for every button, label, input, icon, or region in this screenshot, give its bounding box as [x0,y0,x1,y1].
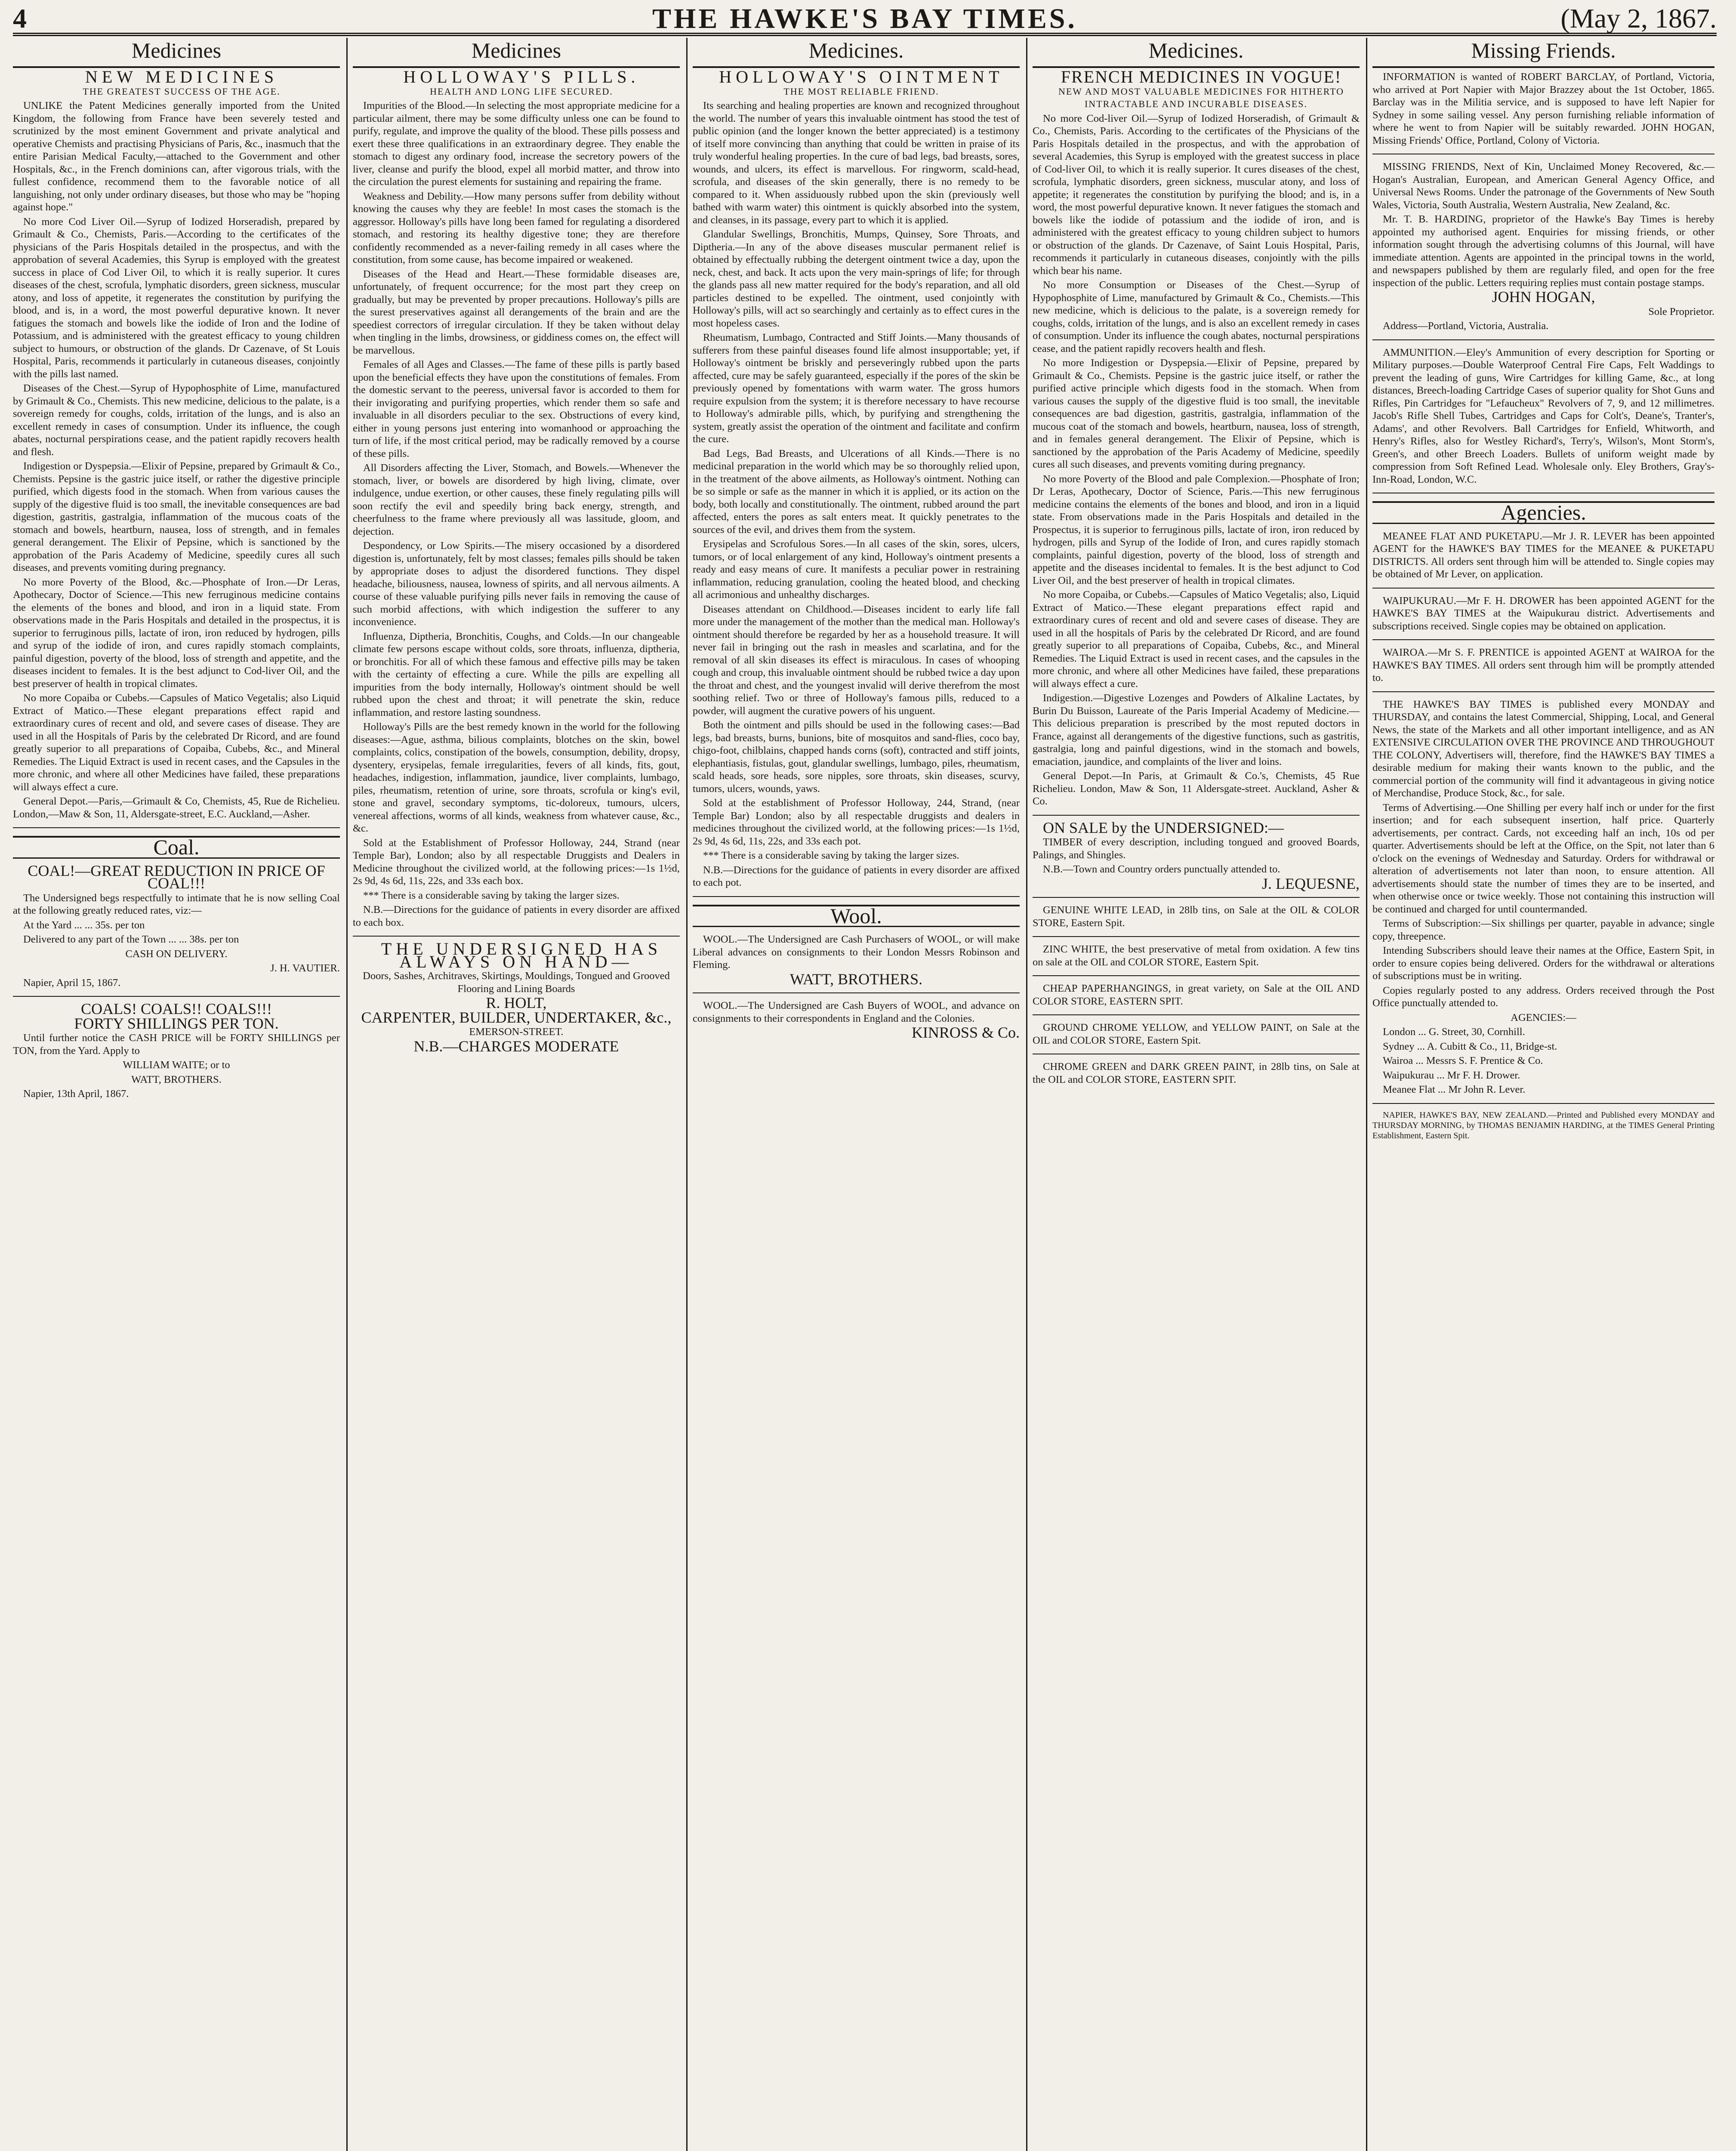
ad-paragraph: Bad Legs, Bad Breasts, and Ulcerations of all Kinds.—There is no medicinal preparation in the world which may be so thoroughly relied upon, in the treatment of the above ailments, as Holloway's ointment. Nothing can be so simple or safe as the manner in which it is applied, or its action on the body, both locally and constitutionally. The ointment, rubbed around the part affected, enters the pores as salt enters meat. It quickly penetrates to the sources of the evil, and drives them from the system. [693,447,1020,536]
ad-paragraph: N.B.—Directions for the guidance of patients in every disorder are affixed to each box. [353,904,680,928]
ad-signature-title: Sole Proprietor. [1648,305,1714,317]
ad-notice: CASH ON DELIVERY. [125,948,228,960]
ad-paragraph: ZINC WHITE, the best preservative of metal from oxidation. A few tins on sale at the OIL and COLOR STORE, Eastern Spit. [1033,943,1360,968]
ad-paragraph: WAIROA.—Mr S. F. PRENTICE is appointed AGENT at WAIROA for the HAWKE'S BAY TIMES. All orders sent through him will be promptly attended to. [1372,647,1714,684]
ad-paragraph: Weakness and Debility.—How many persons suffer from debility without knowing the causes why they are feeble! In most cases the stomach is the aggressor. Holloway's pills have long been famed for regulating a disordered stomach, and restoring its healthy digestive tone; they are therefore confidently recommended as a never-failing remedy in all cases where the constitution, from some cause, has become impaired or weakened. [353,190,680,265]
agency-line: Sydney ... A. Cubitt & Co., 11, Bridge-st. [1383,1040,1557,1052]
ad-paragraph: No more Copaiba or Cubebs.—Capsules of Matico Vegetalis; also Liquid Extract of Matico.—These elegant preparations effect rapid and extraordinary cures of recent and old, and severe cases of disease. They are used in all the Hospitals of Paris by the celebrated Dr Ricord, and are found greatly superior to all preparations of Copaiba, Cubebs, &c., and Mineral Remedies. The Liquid Extract is used in recent cases, and the Capsules in the more chronic, and where all other Medicines have failed, these preparations will always effect a cure. [13,692,340,793]
ad-signature: R. HOLT, [486,994,547,1011]
ad-headline: FRENCH MEDICINES IN VOGUE! [1061,71,1342,86]
agency-line: London ... G. Street, 30, Cornhill. [1383,1026,1525,1038]
ad-subheadline: HEALTH AND LONG LIFE SECURED. [430,86,613,97]
page-number: 4 [13,3,27,34]
ad-paragraph: Intending Subscribers should leave their names at the Office, Eastern Spit, in order to ensure copies being delivered. Orders for the withdrawal or alterations of subscriptions must be in writing. [1372,945,1714,982]
ad-paragraph: Despondency, or Low Spirits.—The misery occasioned by a disordered digestion is, unfortunately, felt by most classes; females pills should be taken by appropriate doses to adjust the disordered functions. They dispel headache, biliousness, nausea, lowness of spirits, and all nervous ailments. A course of these valuable purifying pills never fails in removing the cause of such morbid affections, with which indigestion the sufferer to any inconvenience. [353,540,680,628]
agency-line: Meanee Flat ... Mr John R. Lever. [1383,1084,1526,1095]
white-lead-ad [1033,904,1360,937]
agency-line: Waipukurau ... Mr F. H. Drower. [1383,1069,1520,1081]
column-2 [353,71,680,2151]
printer-imprint [1372,1110,1714,1148]
ad-paragraph: GENUINE WHITE LEAD, in 28lb tins, on Sale at the OIL & COLOR STORE, Eastern Spit. [1033,904,1360,929]
coal-ad-waite [13,1000,340,1107]
price-line: At the Yard ... ... 35s. per ton [23,919,145,931]
chrome-yellow-ad [1033,1021,1360,1054]
ad-dateline: Napier, April 15, 1867. [23,977,121,989]
column-heading-5: Missing Friends. [1372,38,1714,68]
column-heading-1: Medicines [13,38,340,68]
ad-signature: J. H. VAUTIER. [270,962,340,974]
agency-line: Wairoa ... Messrs S. F. Prentice & Co. [1383,1055,1543,1066]
ad-signature: WILLIAM WAITE; or to [123,1059,230,1071]
ad-paragraph: MISSING FRIENDS, Next of Kin, Unclaimed Money Recovered, &c.—Hogan's Australian, European, and American General Agency Office, and Universal News Rooms. Under the patronage of the Governments of New South Wales, Victoria, South Australia, Western Australia, New Zealand, &c. [1372,161,1714,211]
holloways-pills-ad [353,71,680,937]
ad-paragraph: Until further notice the CASH PRICE will be FORTY SHILLINGS per TON, from the Yard. Apply to [13,1032,340,1057]
column-heading-2: Medicines [353,38,680,68]
column-5 [1372,71,1714,2151]
paperhangings-ad [1033,982,1360,1015]
ad-address: Address—Portland, Victoria, Australia. [1383,320,1549,332]
ad-paragraph: AMMUNITION.—Eley's Ammunition of every description for Sporting or Military purposes.—Double Waterproof Central Fire Caps, Felt Waddings to prevent the leading of guns, Wire Cartridges for killing Game, &c., at long distances, Breech-loading Cartridge Cases of superior quality for Shot Guns and Rifles, Pin Cartridges for "Lefaucheux" Revolvers of 7, 9, and 12 millimetres. Jacob's Rifle Shell Tubes, Cartridges and Caps for Colt's, Deane's, Tranter's, Adams', and other Revolvers. Ball Cartridges for Enfield, Whitworth, and Henry's Rifles, also for Westley Richard's, Terry's, Wilson's, Mont Storm's, Green's, and other Breech Loaders. Bullets of uniform weight made by compression from Soft Refined Lead. Wholesale only. Eley Brothers, Gray's-Inn-Road, London, W.C. [1372,346,1714,485]
ad-paragraph: Erysipelas and Scrofulous Sores.—In all cases of the skin, sores, ulcers, tumors, or of local enlargement of any kind, Holloway's ointment presents a ready and easy means of cure. It manifests a peculiar power in restraining inflammation, reducing granulation, cooling the heated blood, and checking all acrimonious and unhealthy discharges. [693,538,1020,601]
column-3 [693,71,1020,2151]
ad-paragraph: General Depot.—In Paris, at Grimault & Co.'s, Chemists, 45 Rue Richelieu. London, Maw & Son, 11 Aldersgate-street. Auckland, Asher & Co. [1033,770,1360,807]
ad-subheadline: THE MOST RELIABLE FRIEND. [783,86,939,97]
price-line: Delivered to any part of the Town ... ... 38s. per ton [23,934,239,945]
ad-paragraph: INFORMATION is wanted of ROBERT BARCLAY, of Portland, Victoria, who arrived at Port Napier with Major Brazzey about the 1st October, 1865. Barclay was in the Militia service, and is supposed to have left Napier for Sydney in some sailing vessel. Any person furnishing reliable information of where he went to from Napier will be suitably rewarded. JOHN HOGAN, Missing Friends' Office, Portland, Colony of Victoria. [1372,71,1714,146]
ad-paragraph: Both the ointment and pills should be used in the following cases:—Bad legs, bad breasts, burns, bunions, bite of mosquitos and sand-flies, coco bay, chigo-foot, chilblains, chapped hands corns (soft), contracted and stiff joints, elephantiasis, fistulas, gout, glandular swellings, lumbago, piles, rheumatism, scald heads, sore heads, sore nipples, sore throats, skin diseases, scurvy, tumors, ulcers, wounds, yaws. [693,719,1020,795]
ad-paragraph: *** There is a considerable saving by taking the larger sizes. [703,850,959,861]
ad-signature: KINROSS & Co. [911,1024,1020,1041]
ad-paragraph: Rheumatism, Lumbago, Contracted and Stiff Joints.—Many thousands of sufferers from these painful diseases found life almost insupportable; yet, if Holloway's ointment be briskly and perseveringly rubbed upon the parts affected, cure may be safely guaranteed, especially if the pores of the skin be previously opened by fomentations with warm water. The gross humors require expulsion from the system; it is therefore necessary to have recourse to Holloway's admirable pills, which, by purifying and strengthening the system, greatly assist the operation of the ointment and facilitate and confirm the cure. [693,332,1020,445]
imprint-text: NAPIER, HAWKE'S BAY, NEW ZEALAND.—Printed and Published every MONDAY and THURSDAY MORNING, by THOMAS BENJAMIN HARDING, at the TIMES General Printing Establishment, Eastern Spit. [1372,1110,1714,1140]
publication-notice [1372,698,1714,1104]
agency-waipukurau [1372,595,1714,641]
ad-paragraph: No more Cod-liver Oil.—Syrup of Iodized Horseradish, of Grimault & Co., Chemists, Paris. According to the certificates of the Physicians of the Paris Hospitals detailed in the prospectus, and with the approbation of several Academies, this Syrup is employed with the greatest success in place of Cod-liver Oil, to which it is really superior. It cures diseases of the chest, scrofula, lymphatic disorders, green sickness, muscular atony, and loss of appetite; it regenerates the constitution by purifying the blood; and is, in a word, the most powerful depurative known. It never fatigues the stomach and bowels like the iodide of potassium and the iodide of iron, and is administered with the greatest efficacy to young children subject to humors or obstruction of the glands. Dr Cazenave, of Saint Louis Hospital, Paris, recommends it particularly in cutaneous diseases, conjointly with the pills which bear his name. [1033,112,1360,277]
ad-headline: COALS! COALS!! COALS!!! [81,1000,272,1017]
coal-ad-vautier [13,862,340,997]
ad-trade: CARPENTER, BUILDER, UNDERTAKER, &c., [361,1008,672,1026]
agency-wairoa [1372,646,1714,692]
newspaper-title: THE HAWKE'S BAY TIMES. [652,3,1077,34]
ad-paragraph: Glandular Swellings, Bronchitis, Mumps, Quinsey, Sore Throats, and Diptheria.—In any of the above diseases muscular permanent relief is obtained by effectually rubbing the detergent ointment twice a day, upon the neck, chest, and back. It acts upon the very main-springs of life; for through the glands pass all new matter required for the body's reparation, and all old particles destined to be expelled. The ointment, used conjointly with Holloway's pills, will act so searchingly and certainly as to effect cures in the most hopeless cases. [693,228,1020,329]
ad-paragraph: WOOL.—The Undersigned are Cash Buyers of WOOL, and advance on consignments to their correspondents in England and the Colonies. [693,1000,1020,1024]
ad-paragraph: THE HAWKE'S BAY TIMES is published every MONDAY and THURSDAY, and contains the latest Commercial, Shipping, Local, and General News, the state of the Markets and all other important intelligence, and as AN EXTENSIVE CIRCULATION OVER THE PROVINCE AND THROUGHOUT THE COLONY, Advertisers will, therefore, find the HAWKE'S BAY TIMES a desirable medium for making their wants known to the public, and the commercial portion of the community will find it advantageous in giving notice of Merchandise, Produce Stock, &c., for sale. [1372,698,1714,799]
ad-paragraph: WOOL.—The Undersigned are Cash Purchasers of WOOL, or will make Liberal advances on consignments to their London Messrs Robinson and Fleming. [693,934,1020,971]
french-medicines-ad [1033,71,1360,816]
ad-paragraph: Females of all Ages and Classes.—The fame of these pills is partly based upon the beneficial effects they have upon the constitutions of females. From the domestic servant to the peeress, universal favor is accorded to them for their invigorating and purifying properties, which render them so safe and invaluable in all disorders peculiar to the sex. Obstructions of every kind, either in young persons just entering into womanhood or approaching the turn of life, if the most critical period, may be radically removed by a course of these pills. [353,359,680,459]
ad-headline: COAL!—GREAT REDUCTION IN PRICE OF COAL!!! [28,862,325,892]
ammunition-ad [1372,346,1714,494]
section-heading-wool: Wool. [693,905,1020,928]
ad-paragraph: Influenza, Diptheria, Bronchitis, Coughs, and Colds.—In our changeable climate few persons escape without colds, sore throats, influenza, diptheria, or bronchitis. For all of which these famous and effective pills may be taken with the certainty of effecting a cure. While the pills are expelling all impurities from the body internally, Holloway's ointment should be well rubbed upon the chest and throat; it will penetrate the skin, reduce inflammation, and restore lasting soundness. [353,630,680,718]
ad-signature: JOHN HOGAN, [1492,288,1595,305]
ad-paragraph: Sold at the establishment of Professor Holloway, 244, Strand, (near Temple Bar) London; also by all respectable druggists and dealers in medicines throughout the civilized world, at the following prices:—1s 1½d, 2s 9d, 4s 6d, 11s, 22s, and 33s each pot. [693,797,1020,847]
ad-headline: HOLLOWAY'S OINTMENT [719,71,1004,86]
column-heading-4: Medicines. [1033,38,1360,68]
ad-paragraph: No more Poverty of the Blood, &c.—Phosphate of Iron.—Dr Leras, Apothecary, Doctor of Science.—This new ferruginous medicine contains the elements of the bones and blood, and iron in a liquid state. From observations made in the Paris Hospitals and detailed in the prospectus, it is superior to ferruginous pills, lactate of iron, iron reduced by hydrogen, pills and syrup of the iodide of iron, and cures rapidly stomach complaints, painful digestion, poverty of the blood, loss of strength and appetite, and the diseases incident to females. It is the best adjunct to Cod-liver Oil, and the best preserver of health in tropical climates. [13,576,340,690]
ad-paragraph: Its searching and healing properties are known and recognized throughout the world. The number of years this invaluable ointment has stood the test of public opinion (and the longer known the better appreciated) is a testimony of itself more convincing than anything that could be written in praise of its truly wonderful healing properties. In the cure of bad legs, bad breasts, sores, wounds, and ulcers, its effect is marvellous. For ringworm, scald-head, scrofula, and diseases of the skin generally, there is no remedy to be compared to it. When assiduously rubbed upon the skin (previously well bathed with warm water) this ointment is quickly absorbed into the system, and cleanses, in its passage, every part to which it is applied. [693,100,1020,226]
column-heading-3: Medicines. [693,38,1020,68]
ad-paragraph: No more Poverty of the Blood and pale Complexion.—Phosphate of Iron; Dr Leras, Apothecary, Doctor of Science, Paris.—This new ferruginous medicine contains the elements of the bones and blood, and iron in a liquid state. From observations made in the Paris Hospitals and detailed in the Prospectus, it is superior to ferruginous pills, lactate of iron, iron reduced by hydrogen, pills and Syrup of the Iodide of Iron, and cures rapidly stomach complaints, painful digestion, poverty of the blood, loss of strength and appetite and the diseases incidental to females. It is the best adjunct to Cod Liver Oil, and the best preserver of health in tropical climates. [1033,473,1360,586]
zinc-white-ad [1033,943,1360,976]
new-medicines-ad [13,71,340,828]
ad-paragraph: Indigestion.—Digestive Lozenges and Powders of Alkaline Lactates, by Burin Du Buisson, Laureate of the Paris Imperial Academy of Medicine.—This delicious preparation is prescribed by the most reputed doctors in France, against all derangements of the digestive functions, such as gastritis, gastralgia, long and painful digestions, wind in the stomach and bowels, emaciation, jaundice, and complaints of the liver and loins. [1033,692,1360,767]
ad-paragraph: No more Copaiba, or Cubebs.—Capsules of Matico Vegetalis; also, Liquid Extract of Matico.—These elegant preparations effect rapid and extraordinary cures of recent and old and severe cases of disease. They are used in all the hospitals of Paris by the celebrated Dr Ricord, and are found greatly superior to all preparations of Copaiba, Cubebs, &c., and Mineral Remedies. The Liquid Extract is used in recent cases, and the capsules in the more chronic, and where all other Medicines have failed, these preparations will always effect a cure. [1033,589,1360,690]
section-heading-agencies: Agencies. [1372,501,1714,524]
ad-paragraph: CHEAP PAPERHANGINGS, in great variety, on Sale at the OIL AND COLOR STORE, EASTERN SPIT. [1033,983,1360,1007]
ad-paragraph: Sold at the Establishment of Professor Holloway, 244, Strand (near Temple Bar), London; also by all respectable Druggists and Dealers in Medicine throughout the civilized world, at the following prices:—1s 1½d, 2s 9d, 4s 6d, 11s, 22s, and 33s each box. [353,837,680,887]
column-rule [1366,38,1367,2151]
ad-signature: WATT, BROTHERS. [789,970,923,988]
ad-headline: ON SALE by the UNDERSIGNED:— [1043,819,1284,836]
ad-paragraph: Diseases of the Chest.—Syrup of Hypophosphite of Lime, manufactured by Grimault & Co., Chemists. This new medicine, delicious to the palate, is a sovereign remedy for coughs, colds, irritation of the lungs, and is also an excellent remedy in cases of consumption. Under its influence, the cough abates, nocturnal perspirations cease, and the patient rapidly recovers health and flesh. [13,382,340,458]
column-rule [1026,38,1027,2151]
ad-paragraph: All Disorders affecting the Liver, Stomach, and Bowels.—Whenever the stomach, liver, or bowels are disordered by high living, climate, over indulgence, undue exertion, or other causes, these finely regulating pills will soon rectify the evil and speedily bring back energy, strength, and cheerfulness to the frame where previously all was lassitude, gloom, and dejection. [353,462,680,537]
ad-subheadline: THE GREATEST SUCCESS OF THE AGE. [83,86,281,97]
holloways-ointment-ad [693,71,1020,897]
ad-paragraph: General Depot.—Paris,—Grimault & Co, Chemists, 45, Rue de Richelieu. London,—Maw & Son, 11, Aldersgate-street, E.C. Auckland,—Asher. [13,795,340,820]
column-rule [346,38,348,2151]
section-heading-coal: Coal. [13,836,340,859]
ad-dateline: Napier, 13th April, 1867. [23,1088,129,1100]
information-wanted-ad [1372,71,1714,154]
ad-paragraph: Indigestion or Dyspepsia.—Elixir of Pepsine, prepared by Grimault & Co., Chemists. Pepsine is the gastric juice itself, or rather the digestive principle purified, which digests food in the stomach. When from various causes the supply of the digestive fluid is too small, the inevitable consequences are bad digestion, gastritis, gastralgia, inflammation of the mucous coats of the stomach and bowels, heartburn, nausea, loss of strength, and in females general derangement. The Elixir of Pepsine, which is sanctioned by the approbation of the Paris Academy of Medicine, speedily cures all such diseases, and prevents vomiting during pregnancy. [13,460,340,573]
ad-signature: J. LEQUESNE, [1262,875,1360,892]
chrome-green-ad [1033,1060,1360,1093]
ad-paragraph: *** There is a considerable saving by taking the larger sizes. [363,889,620,901]
missing-friends-ad [1372,160,1714,340]
ad-paragraph: No more Indigestion or Dyspepsia.—Elixir of Pepsine, prepared by Grimault & Co., Chemists. Pepsine is the gastric juice itself, or rather the purified active principle which digests food in the stomach. When from various causes the supply of the digestive fluid is too small, the inevitable consequences are bad digestion, gastritis, gastralgia, inflammation of the mucous coat of the stomach and bowels, heartburn, nausea, loss of strength, and in females general derangement. The Elixir of Pepsine, which is sanctioned by the approbation of the Paris Academy of Medicine, speedily cures all such diseases, and prevents vomiting during pregnancy. [1033,357,1360,470]
ad-paragraph: Doors, Sashes, Architraves, Skirtings, Mouldings, Tongued and Grooved Flooring and Lining Boards [363,970,670,995]
carpenter-ad [353,939,680,1060]
agencies-heading: AGENCIES:— [1511,1011,1576,1023]
ad-paragraph: Terms of Advertising.—One Shilling per every half inch or under for the first insertion; and for each subsequent insertion, half price. Quarterly advertisements, per contract. Cards, not exceeding half an inch, 10s od per quarter. Advertisements should be left at the Office, on the Spit, not later than 6 o'clock on the evenings of Wednesday and Saturday. Orders for withdrawal or alteration of advertisements not later than noon, to ensure attention. All advertisements should state the number of times they are to be inserted, and when otherwise once or twice weekly. Those not containing this instruction will be continued and charged for until countermanded. [1372,801,1714,915]
ad-paragraph: MEANEE FLAT AND PUKETAPU.—Mr J. R. LEVER has been appointed AGENT for the HAWKE'S BAY TIMES for the MEANEE & PUKETAPU DISTRICTS. All orders sent through him will be attended to. Single copies may be obtained of Mr Lever, on application. [1372,530,1714,580]
ad-subheadline: FORTY SHILLINGS PER TON. [74,1014,279,1032]
ad-paragraph: Copies regularly posted to any address. Orders received through the Post Office punctually attended to. [1372,984,1714,1009]
ad-notice: N.B.—CHARGES MODERATE [413,1037,619,1055]
ad-paragraph: UNLIKE the Patent Medicines generally imported from the United Kingdom, the following from France have been severely tested and scrutinized by the most eminent Government and private analytical and operative Chemists and practising Physicians of Paris, &c., inasmuch that the entire Parisian Medical Faculty,—attached to the Government and other Hospitals, &c., in the French dominions can, after vigorous trials, with the fullest confidence, recommend them to the favorable notice of all languishing, not only under ordinary diseases, but those who may be "hoping against hope." [13,100,340,213]
agency-meanee [1372,530,1714,589]
ad-paragraph: The Undersigned begs respectfully to intimate that he is now selling Coal at the following greatly reduced rates, viz:— [13,892,340,916]
ad-paragraph: TIMBER of every description, including tongued and grooved Boards, Palings, and Shingles. [1033,836,1360,861]
ad-subheadline: NEW AND MOST VALUABLE MEDICINES FOR HITHERTO INTRACTABLE AND INCURABLE DISEASES. [1058,86,1344,109]
ad-paragraph: Holloway's Pills are the best remedy known in the world for the following diseases:—Ague, asthma, bilious complaints, blotches on the skin, bowel complaints, colics, constipation of the bowels, consumption, debility, dropsy, dysentery, erysipelas, female irregularities, fevers of all kinds, fits, gout, headaches, indigestion, inflammation, jaundice, liver complaints, lumbago, piles, rheumatism, retention of urine, sore throats, scrofula or king's evil, stone and gravel, secondary symptoms, tic-doloreux, tumours, ulcers, venereal affections, worms of all kinds, weakness from whatever cause, &c., &c. [353,721,680,834]
column-4 [1033,71,1360,2151]
ad-paragraph: N.B.—Town and Country orders punctually attended to. [1043,863,1280,875]
ad-paragraph: Diseases of the Head and Heart.—These formidable diseases are, unfortunately, of frequent occurrence; for the most part they creep on gradually, but may be prevented by proper precautions. Holloway's pills are the surest preservatives against all derangements of the brain and are the speediest correctors of irregular circulation. If they be taken without delay when tingling in the limbs, drowsiness, or giddiness comes on, the effect will be marvellous. [353,268,680,356]
ad-paragraph: CHROME GREEN and DARK GREEN PAINT, in 28lb tins, on Sale at the OIL and COLOR STORE, EASTERN SPIT. [1033,1061,1360,1085]
ad-paragraph: No more Consumption or Diseases of the Chest.—Syrup of Hypophosphite of Lime, manufactured by Grimault & Co., Chemists.—This new medicine, which is delicious to the palate, is a sovereign remedy for coughs, colds, irritation of the lungs, and is also an excellent remedy in cases of consumption. Under its influence the cough abates, nocturnal perspirations cease, and the patient rapidly recovers health and flesh. [1033,279,1360,354]
column-1 [13,71,340,2151]
ad-paragraph: Terms of Subscription:—Six shillings per quarter, payable in advance; single copy, threepence. [1372,918,1714,942]
column-rule [686,38,688,2151]
ad-paragraph: GROUND CHROME YELLOW, and YELLOW PAINT, on Sale at the OIL and COLOR STORE, Eastern Spit. [1033,1022,1360,1046]
issue-date: (May 2, 1867. [1560,3,1717,34]
wool-ad-kinross [693,999,1020,1046]
ad-paragraph: Impurities of the Blood.—In selecting the most appropriate medicine for a particular ailment, there may be some difficulty unless one can be found to purify, regulate, and improve the quality of the blood. These pills possess and exert these three qualifications in an extraordinary degree. They enable the stomach to digest any ordinary food, increase the secretory powers of the liver, cleanse and purify the blood, expel all morbid matter, and throw into the circulation the purest elements for sustaining and repairing the frame. [353,100,680,188]
ad-headline: THE UNDERSIGNED HAS ALWAYS ON HAND— [381,939,662,971]
masthead [13,0,1717,36]
ad-headline: HOLLOWAY'S PILLS. [403,71,640,86]
wool-ad-watt [693,933,1020,993]
ad-paragraph: WAIPUKURAU.—Mr F. H. DROWER has been appointed AGENT for the HAWKE'S BAY TIMES at the Waipukurau district. Advertisements and subscriptions received. Single copies may be obtained on application. [1372,595,1714,632]
ad-paragraph: N.B.—Directions for the guidance of patients in every disorder are affixed to each pot. [693,864,1020,888]
ad-paragraph: Diseases attendant on Childhood.—Diseases incident to early life fall more under the management of the mother than the medical man. Holloway's ointment should therefore be regarded by her as a household treasure. It will never fail in bringing out the rash in measles and scarlatina, and for the removal of all skin diseases its effect is miraculous. In cases of whooping cough and croup, this invaluable ointment should be rubbed twice a day upon the throat and chest, and the youngest invalid will derive therefrom the most soothing relief. Two or three of Holloway's famous pills, reduced to a powder, will augment the curative powers of his unguent. [693,603,1020,717]
ad-paragraph: Mr. T. B. HARDING, proprietor of the Hawke's Bay Times is hereby appointed my authorised agent. Enquiries for missing friends, or other information sought through the advertising columns of this Journal, will have immediate attention. Agents are appointed in the principal towns in the world, and newspapers published by them are regularly filed, and open for the free inspection of the public. Letters requiring replies must contain postage stamps. [1372,213,1714,289]
timber-ad [1033,819,1360,898]
ad-signature: WATT, BROTHERS. [131,1073,222,1085]
ad-headline: NEW MEDICINES [85,71,278,86]
ad-address: EMERSON-STREET. [469,1026,564,1038]
ad-paragraph: No more Cod Liver Oil.—Syrup of Iodized Horseradish, prepared by Grimault & Co., Chemists, Paris.—According to the certificates of the physicians of the Paris Hospitals detailed in the prospectus, and with the approbation of several Academies, this Syrup is employed with the greatest success in place of Cod Liver Oil, to which it is really superior. It cures diseases of the chest, scrofula, lymphatic disorders, green sickness, muscular atony, and loss of appetite, it regenerates the constitution by purifying the blood, and is, in a word, the most powerful depurative known. It never fatigues the stomach and bowels like the iodide of Iron and the Iodine of Potassium, and is administered with the greatest efficacy to young children subject to humours, or obstruction of the glands. Dr Cazenave, of St Louis Hospital, Paris, recommends it particularly in cutaneous diseases, conjointly with the pills last named. [13,216,340,380]
